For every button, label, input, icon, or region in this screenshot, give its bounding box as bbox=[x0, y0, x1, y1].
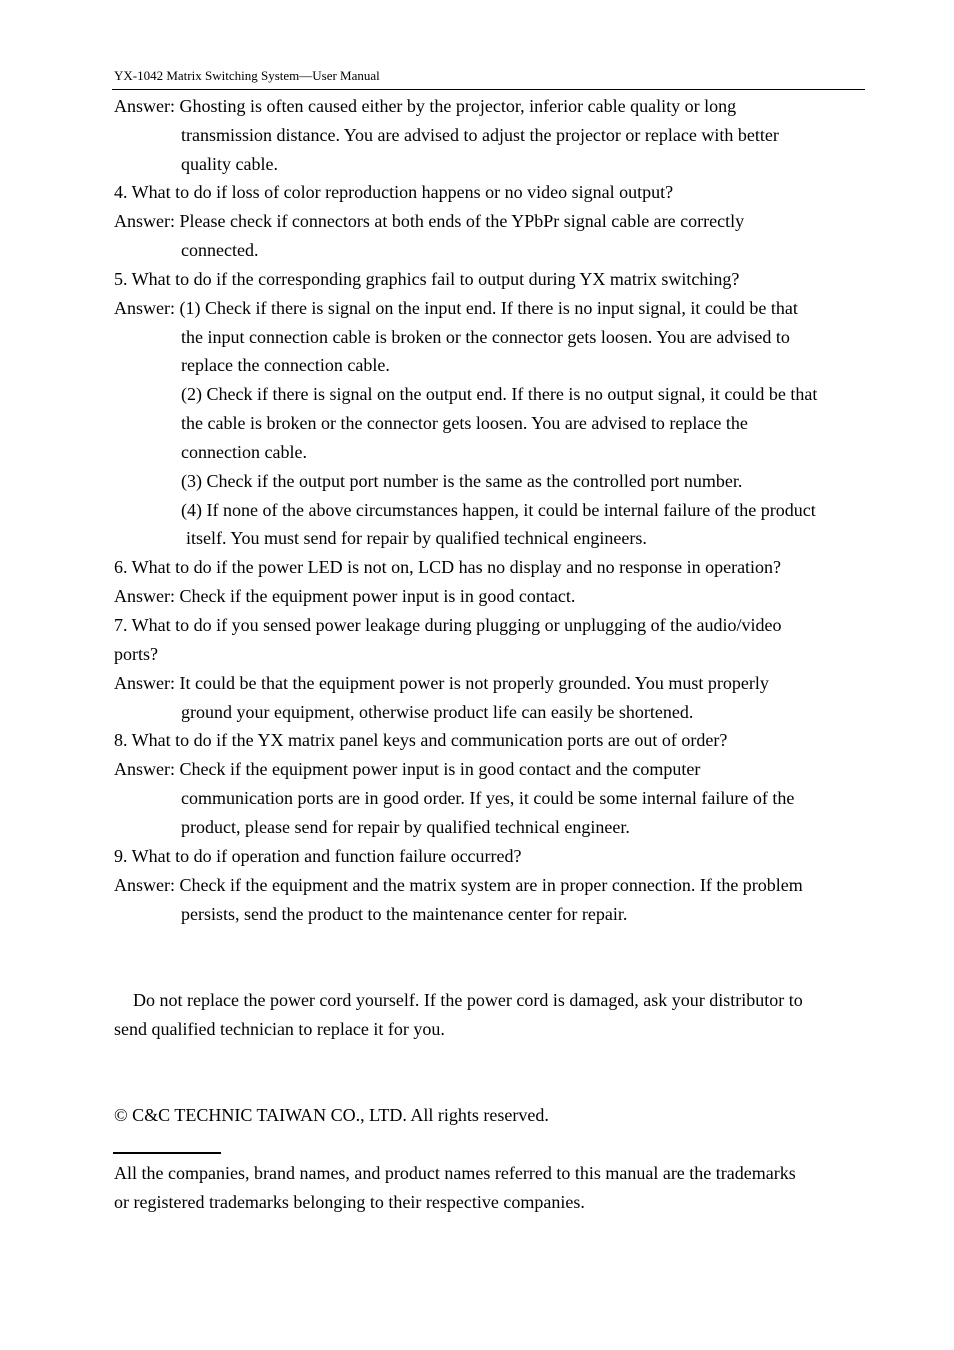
footnote-divider bbox=[113, 1152, 221, 1154]
answer-5-line-8: (4) If none of the above circumstances happen, it could be internal failure of the product bbox=[181, 500, 816, 520]
header-title: YX-1042 Matrix Switching System—User Manual bbox=[114, 68, 380, 83]
question-5: 5. What to do if the corresponding graphics fail to output during YX matrix switching? bbox=[114, 269, 740, 289]
answer-8-line-3: product, please send for repair by qualified technical engineer. bbox=[181, 817, 630, 837]
answer-5-line-6: connection cable. bbox=[181, 442, 307, 462]
question-7-line-1: 7. What to do if you sensed power leakage during plugging or unplugging of the audio/video bbox=[114, 615, 782, 635]
answer-3-line-3: quality cable. bbox=[181, 154, 278, 174]
answer-7-line-2: ground your equipment, otherwise product life can easily be shortened. bbox=[181, 702, 694, 722]
answer-9-line-2: persists, send the product to the maintenance center for repair. bbox=[181, 904, 628, 924]
answer-9-line-1: Answer: Check if the equipment and the matrix system are in proper connection. If the problem bbox=[114, 875, 803, 895]
question-9: 9. What to do if operation and function failure occurred? bbox=[114, 846, 522, 866]
answer-7-line-1: Answer: It could be that the equipment power is not properly grounded. You must properly bbox=[114, 673, 769, 693]
question-8: 8. What to do if the YX matrix panel keys and communication ports are out of order? bbox=[114, 730, 728, 750]
answer-3-line-1: Answer: Ghosting is often caused either by the projector, inferior cable quality or long bbox=[114, 96, 737, 116]
answer-5-line-7: (3) Check if the output port number is the same as the controlled port number. bbox=[181, 471, 743, 491]
header-divider bbox=[112, 89, 865, 90]
trademark-line-2: or registered trademarks belonging to their respective companies. bbox=[114, 1192, 585, 1212]
notice-line-1: Do not replace the power cord yourself. If the power cord is damaged, ask your distributor to bbox=[133, 990, 803, 1010]
answer-5-line-3: replace the connection cable. bbox=[181, 355, 390, 375]
question-7-line-2: ports? bbox=[114, 644, 158, 664]
answer-5-line-5: the cable is broken or the connector gets loosen. You are advised to replace the bbox=[181, 413, 748, 433]
answer-5-line-4: (2) Check if there is signal on the output end. If there is no output signal, it could be that bbox=[181, 384, 818, 404]
answer-8-line-1: Answer: Check if the equipment power input is in good contact and the computer bbox=[114, 759, 701, 779]
answer-6-line-1: Answer: Check if the equipment power input is in good contact. bbox=[114, 586, 576, 606]
answer-4-line-1: Answer: Please check if connectors at both ends of the YPbPr signal cable are correctly bbox=[114, 211, 745, 231]
copyright-notice: © C&C TECHNIC TAIWAN CO., LTD. All rights reserved. bbox=[114, 1105, 549, 1125]
question-4: 4. What to do if loss of color reproduction happens or no video signal output? bbox=[114, 182, 674, 202]
answer-3-line-2: transmission distance. You are advised to adjust the projector or replace with better bbox=[181, 125, 779, 145]
answer-4-line-2: connected. bbox=[181, 240, 259, 260]
answer-5-line-1: Answer: (1) Check if there is signal on the input end. If there is no input signal, it could be that bbox=[114, 298, 798, 318]
answer-5-line-2: the input connection cable is broken or the connector gets loosen. You are advised to bbox=[181, 327, 790, 347]
question-6: 6. What to do if the power LED is not on, LCD has no display and no response in operation? bbox=[114, 557, 782, 577]
answer-8-line-2: communication ports are in good order. If yes, it could be some internal failure of the bbox=[181, 788, 795, 808]
trademark-line-1: All the companies, brand names, and product names referred to this manual are the trademarks bbox=[114, 1163, 796, 1183]
notice-line-2: send qualified technician to replace it for you. bbox=[114, 1019, 445, 1039]
answer-5-line-9: itself. You must send for repair by qualified technical engineers. bbox=[186, 528, 647, 548]
